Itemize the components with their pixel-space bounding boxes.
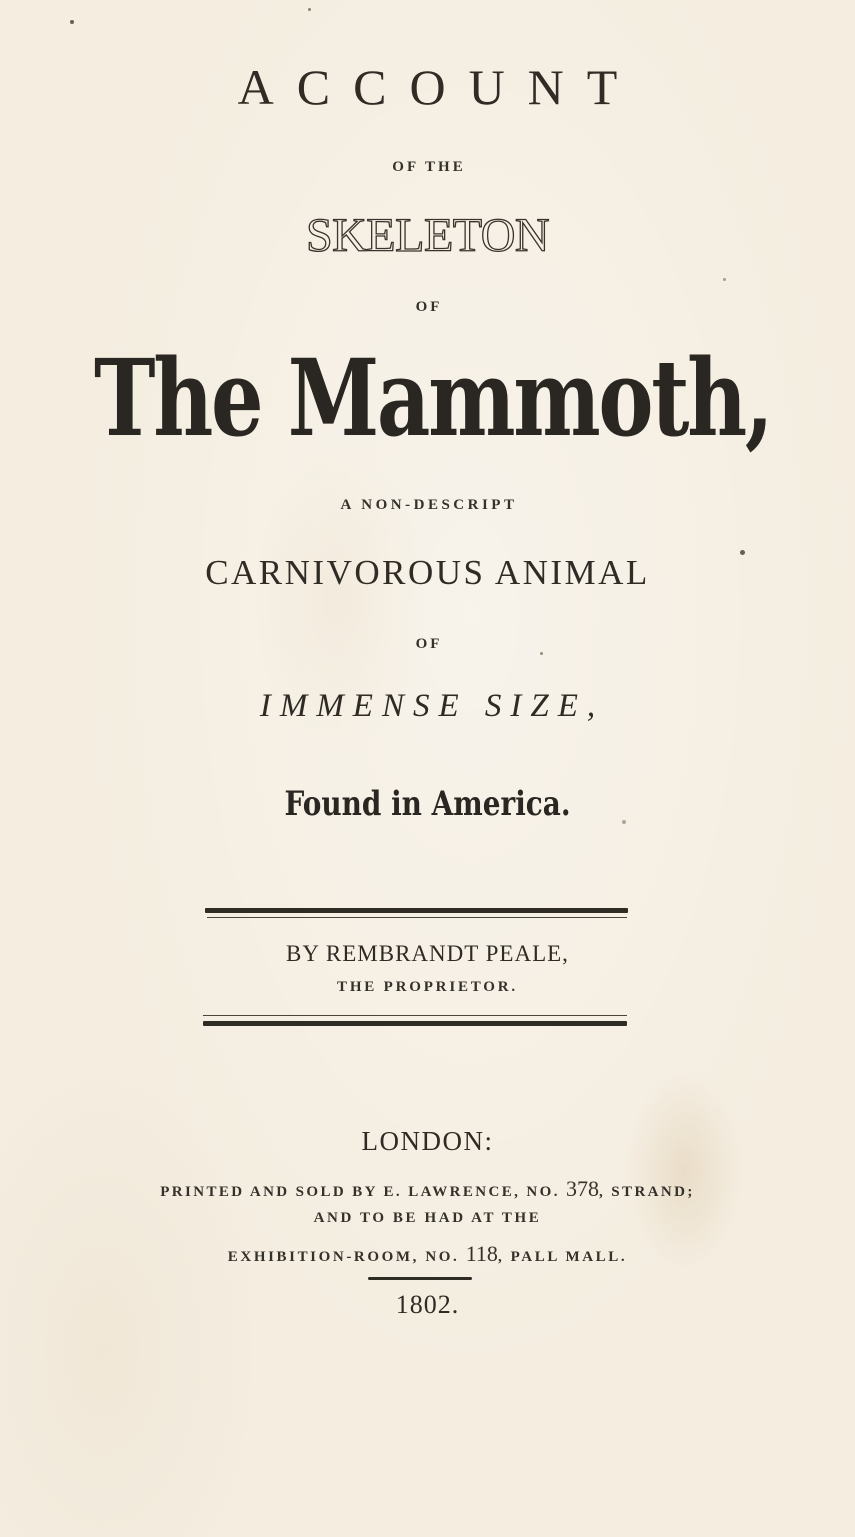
author-byline: BY REMBRANDT PEALE, <box>286 941 569 966</box>
imprint-exhibition-text: EXHIBITION-ROOM, NO. <box>227 1249 466 1265</box>
double-rule-upper-thin <box>207 917 627 918</box>
imprint-year: 1802. <box>395 1290 460 1319</box>
paper-speck <box>723 278 726 281</box>
paper-speck <box>308 8 311 11</box>
title-the-mammoth: The Mammoth, <box>94 335 772 460</box>
imprint-printer-line <box>0 1178 855 1200</box>
author-role: THE PROPRIETOR. <box>337 979 518 995</box>
imprint-city: LONDON: <box>361 1126 494 1156</box>
double-rule-lower-thin <box>203 1015 627 1016</box>
imprint-exhibition-line <box>0 1243 855 1265</box>
title-account: ACCOUNT <box>237 59 641 115</box>
double-rule-lower-thick <box>203 1021 627 1026</box>
imprint-printer-text: PRINTED AND SOLD BY E. LAWRENCE, NO. <box>160 1184 566 1200</box>
subtitle-found-in-america: Found in America. <box>284 784 571 824</box>
paper-speck <box>540 652 543 655</box>
imprint-exhibition-street: , PALL MALL. <box>497 1249 628 1265</box>
title-of: OF <box>415 299 443 315</box>
imprint-printer-street: , STRAND; <box>599 1184 695 1200</box>
subtitle-of: OF <box>415 636 443 652</box>
imprint-exhibition-number: 118 <box>465 1241 498 1266</box>
imprint-printer-number: 378 <box>566 1176 599 1201</box>
imprint-second-line: AND TO BE HAD AT THE <box>313 1210 542 1226</box>
short-ornamental-rule <box>368 1277 472 1280</box>
paper-speck <box>622 820 626 824</box>
title-of-the: OF THE <box>392 159 466 175</box>
paper-speck <box>740 550 745 555</box>
title-skeleton: SKELETON <box>305 209 550 262</box>
paper-speck <box>70 20 74 24</box>
subtitle-carnivorous-animal: CARNIVOROUS ANIMAL <box>205 553 650 592</box>
subtitle-immense-size: IMMENSE SIZE, <box>259 688 605 724</box>
double-rule-upper-thick <box>205 908 628 913</box>
subtitle-non-descript: A NON-DESCRIPT <box>340 497 518 513</box>
